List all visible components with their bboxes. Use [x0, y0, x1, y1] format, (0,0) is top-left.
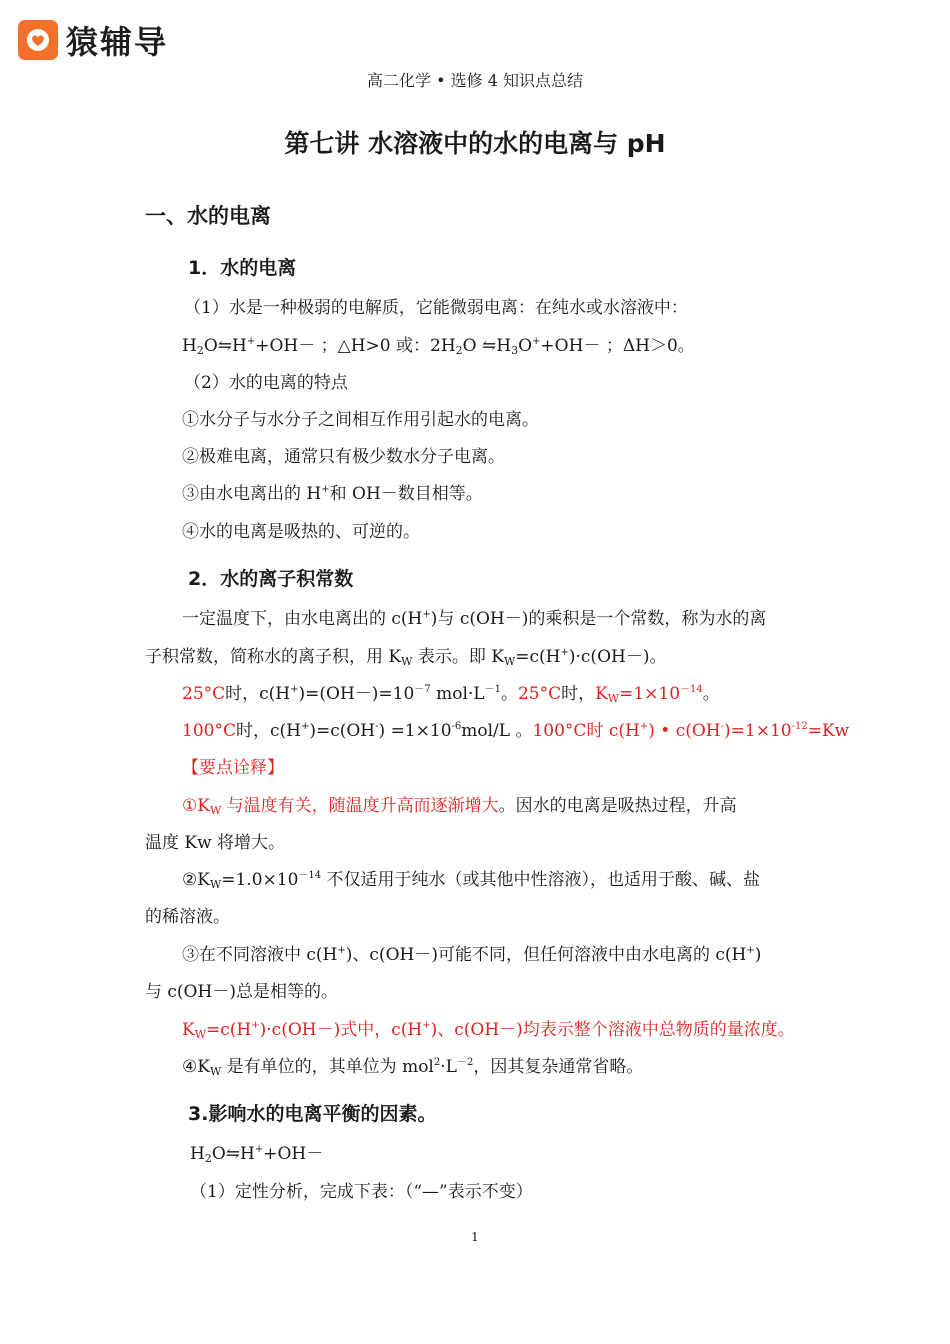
paragraph-3: ①水分子与水分子之间相互作用引起水的电离。: [182, 410, 539, 430]
paragraph-13: 温度 Kw 将增大。: [145, 833, 286, 853]
paragraph-1: （1）水是一种极弱的电解质，它能微弱电离：在纯水或水溶液中：: [184, 298, 688, 318]
paragraph-19: $④K_W$ 是有单位的，其单位为 $mol^2\cdot L^{-2}$，因其复杂通常省略。: [182, 1057, 644, 1078]
paragraph-12: $①K_W$ 与温度有关，随温度升高而逐渐增大。因水的电离是吸热过程，升高: [182, 796, 737, 817]
brand-name: 猿辅导: [66, 23, 169, 61]
logo-mark-icon: [18, 20, 58, 60]
page-title: 第七讲 水溶液中的水的电离与 pH: [284, 129, 666, 158]
paragraph-7: 一定温度下，由水电离出的 c(H+)与 c(OH－)的乘积是一个常数，称为水的离: [182, 609, 767, 629]
paragraph-17: 与 c(OH－)总是相等的。: [145, 982, 338, 1002]
paragraph-2: （2）水的电离的特点: [184, 373, 348, 393]
key-points-label: 【要点诠释】: [182, 758, 284, 778]
paragraph-14: $②K_W=1.0\times 10^{-14}$ 不仅适用于纯水（或其他中性溶液），也适用于酸、碱、盐: [182, 870, 761, 891]
page-number: 1: [471, 1230, 479, 1244]
paragraph-15: 的稀溶液。: [145, 907, 230, 927]
equation-2: $H_2O⇋H^++OH-$: [190, 1144, 324, 1165]
equation-1: $H_2O⇋H^++OH-$ ；△H>0 或：$2H_2O$ $⇋H_3O^++OH-$ ；ΔH＞0。: [182, 336, 695, 357]
brand-logo: [18, 20, 168, 60]
paragraph-18: $K_W=c(H^+)\cdot c(OH-)$式中，c(H+)、c(OH－)均表示整个溶液中总物质的量浓度。: [182, 1020, 795, 1041]
paragraph-6: ④水的电离是吸热的、可逆的。: [182, 522, 420, 542]
paragraph-8: 子积常数，简称水的离子积，用 $K_W$ 表示。即 $K_W=c(H^+)\cdot c(OH-)$。: [145, 647, 667, 668]
subsection-heading-2: 2．水的离子积常数: [188, 568, 354, 590]
subsection-heading-3: 3.影响水的电离平衡的因素。: [188, 1103, 437, 1125]
paragraph-5: ③由水电离出的 H+和 OH－数目相等。: [182, 484, 483, 504]
paragraph-4: ②极难电离，通常只有极少数水分子电离。: [182, 447, 505, 467]
paragraph-20: （1）定性分析，完成下表：（“—”表示不变）: [190, 1182, 533, 1202]
subsection-heading-1: 1．水的电离: [188, 257, 297, 279]
running-header: 高二化学 • 选修 4 知识点总结: [367, 71, 583, 90]
paragraph-10: 100°C时，$c(H^+)=c(OH^-) =1\times 10^{-6}mol/L$ 。100°C时 c(H+) • $c(OH^-)=1\times 10^{-12}=Kw$: [182, 721, 850, 741]
section-heading: 一、水的电离: [145, 204, 271, 228]
paragraph-16: ③在不同溶液中 c(H+)、c(OH－)可能不同，但任何溶液中由水电离的 c(H+): [182, 945, 762, 965]
paragraph-9: 25°C时，$c(H^+)=(OH-)=10^{-7}$ $mol\cdot L^{-1}$。25°C时，$K_W=1\times 10^{-14}$。: [182, 684, 720, 705]
